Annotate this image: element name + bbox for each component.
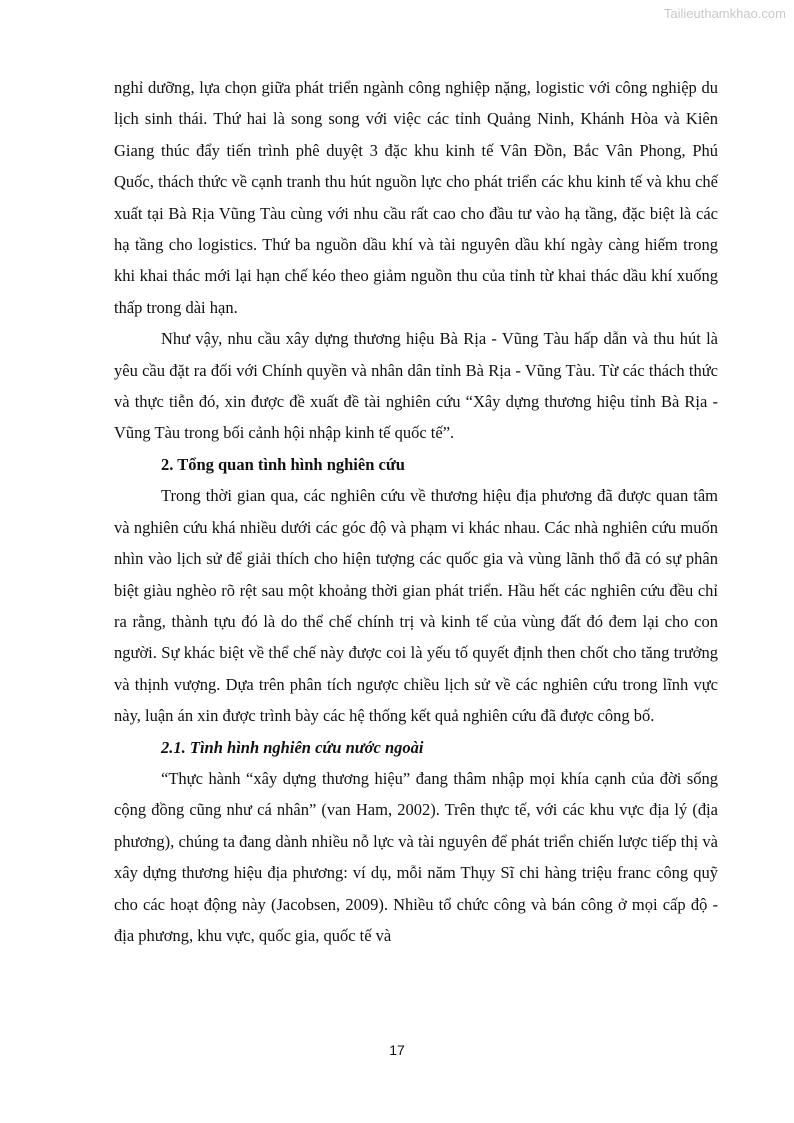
section-heading-2: 2. Tổng quan tình hình nghiên cứu xyxy=(161,454,405,474)
page-number: 17 xyxy=(389,1042,405,1058)
paragraph-1: nghỉ dưỡng, lựa chọn giữa phát triển ngành công nghiệp nặng, logistic với công nghiệp du lịch sinh thái. Thứ hai là song song với việc các tỉnh Quảng Ninh, Khánh Hòa và Kiên Giang thúc đẩy tiến trình phê duyệt 3 đặc khu kinh tế Vân Đồn, Bắc Vân Phong, Phú Quốc, thách thức về cạnh tranh thu hút nguồn lực cho phát triển các khu kinh tế và khu chế xuất tại Bà Rịa Vũng Tàu cùng với nhu cầu rất cao cho đầu tư vào hạ tầng, đặc biệt là các hạ tầng cho logistics. Thứ ba nguồn dầu khí và tài nguyên dầu khí ngày càng hiếm trong khi khai thác mới lại hạn chế kéo theo giảm nguồn thu của tỉnh từ khai thác dầu khí xuống thấp trong dài hạn. xyxy=(114,78,718,317)
page-body xyxy=(114,72,718,951)
subsection-heading-2-1: 2.1. Tình hình nghiên cứu nước ngoài xyxy=(161,737,424,757)
paragraph-2: Như vậy, nhu cầu xây dựng thương hiệu Bà Rịa - Vũng Tàu hấp dẫn và thu hút là yêu cầu đặt ra đối với Chính quyền và nhân dân tỉnh Bà Rịa - Vũng Tàu. Từ các thách thức và thực tiễn đó, xin được đề xuất đề tài nghiên cứu “Xây dựng thương hiệu tỉnh Bà Rịa - Vũng Tàu trong bối cảnh hội nhập kinh tế quốc tế”. xyxy=(114,329,718,443)
paragraph-3: Trong thời gian qua, các nghiên cứu về thương hiệu địa phương đã được quan tâm và nghiên cứu khá nhiều dưới các góc độ và phạm vi khác nhau. Các nhà nghiên cứu muốn nhìn vào lịch sử để giải thích cho hiện tượng các quốc gia và vùng lãnh thổ đã có sự phân biệt giàu nghèo rõ rệt sau một khoảng thời gian phát triển. Hầu hết các nghiên cứu đều chỉ ra rằng, thành tựu đó là do thể chế chính trị và kinh tế của vùng đất đó đem lại cho con người. Sự khác biệt về thể chế này được coi là yếu tố quyết định then chốt cho tăng trưởng và thịnh vượng. Dựa trên phân tích ngược chiều lịch sử về các nghiên cứu trong lĩnh vực này, luận án xin được trình bày các hệ thống kết quả nghiên cứu đã được công bố. xyxy=(114,486,718,726)
paragraph-4: “Thực hành “xây dựng thương hiệu” đang thâm nhập mọi khía cạnh của đời sống cộng đồng cũng như cá nhân” (van Ham, 2002). Trên thực tế, với các khu vực địa lý (địa phương), chúng ta đang dành nhiều nỗ lực và tài nguyên để phát triển chiến lược tiếp thị và xây dựng thương hiệu địa phương: ví dụ, mỗi năm Thụy Sĩ chi hàng triệu franc công quỹ cho các hoạt động này (Jacobsen, 2009). Nhiều tổ chức công và bán công ở mọi cấp độ - địa phương, khu vực, quốc gia, quốc tế và xyxy=(114,768,718,945)
watermark: Tailieuthamkhao.com xyxy=(663,6,786,21)
